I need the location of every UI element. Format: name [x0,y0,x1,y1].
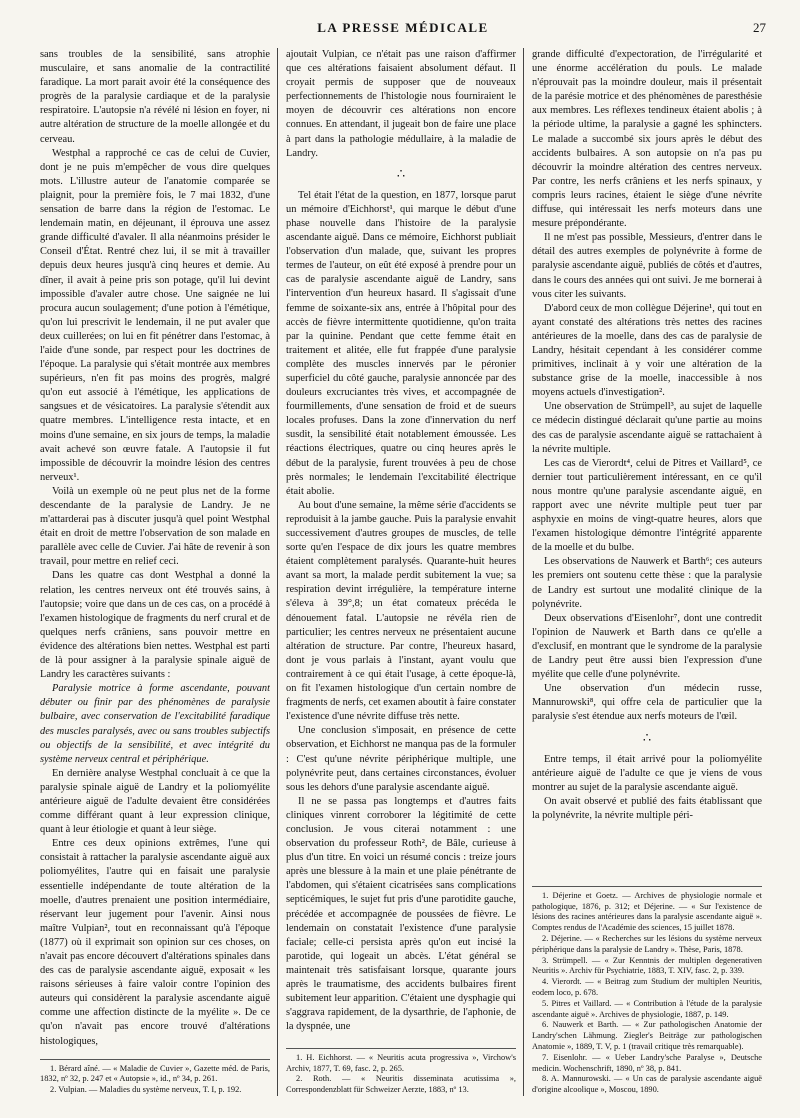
column-3 [532,48,762,1096]
column-3-footnotes [532,886,762,1096]
footnote: 1. Déjerine et Goetz. — Archives de physiologie normale et pathologique, 1876, p. 312; et Déjerine. — « Sur l'existence de lésions des racines antérieures dans la paralysie ascendante aiguë ». Comptes rendus de l'Académie des sciences, 15 juillet 1878. [532,890,762,933]
footnote: 6. Nauwerk et Barth. — « Zur pathologischen Anatomie der Landry'schen Lähmung. Ziegler's Beiträge zur pathologischen Anatomie », 1889, T. V, p. 1 (travail critique très remarquable). [532,1020,762,1052]
paragraph: Entre ces deux opinions extrêmes, l'une qui consistait à rattacher la paralysie ascendante aiguë aux poliomyélites, l'autre qui en faisait une paralysie essentielle indépendante de toute altération de la moelle, d'autres prenaient une position intermédiaire, réservant leur jugement pour l'avenir. Ainsi nous maître Vulpian², tout en reconnaissant qu'à l'époque (1877) où il exprimait son opinion sur ces choses, on n'avait pas encore découvert d'altérations spinales dans des cas de paralysie ascendante aiguë, exposait « les raisons sérieuses à faire valoir contre l'opinion des auteurs qui considèrent la paralysie ascendante aiguë comme une affection distincte de la myélite ». De ce qu'on n'avait pas encore trouvé d'altérations histologiques, [40,838,270,1047]
paragraph: Une conclusion s'imposait, en présence de cette observation, et Eichhorst ne manqua pas de la formuler : C'est qu'une névrite périphérique multiple, une polynévrite peut, dans certaines circonstances, évoluer sous les dehors d'une paralysie ascendante aiguë. [286,725,516,793]
column-divider [523,48,524,1096]
column-2 [286,48,516,1096]
column-2-body [286,48,516,1042]
paragraph: Entre temps, il était arrivé pour la poliomyélite antérieure aiguë de l'adulte ce que je viens de vous montrer au sujet de la paralysie ascendante aiguë. [532,753,762,793]
footnote: 3. Strümpell. — « Zur Kenntnis der multiplen degenerativen Neuritis ». Archiv für Psychiatrie, 1883, T. XIV, fasc. 2, p. 339. [532,955,762,976]
footnote: 1. Bérard aîné. — « Maladie de Cuvier », Gazette méd. de Paris, 1832, nº 32, p. 247 et « Autopsie », id., nº 34, p. 261. [40,1063,270,1084]
column-1-footnotes [40,1059,270,1096]
section-separator: ∴ [642,729,652,745]
definition-paragraph: Paralysie motrice à forme ascendante, pouvant débuter ou finir par des phénomènes de paralysie bulbaire, avec conservation de l'excitabilité faradique des muscles paralysés, avec ou sans troubles subjectifs ou objectifs de la sensibilité, et avec intégrité du système nerveux central et périphérique. [40,683,270,765]
paragraph: En dernière analyse Westphal concluait à ce que la paralysie spinale aiguë de Landry et la poliomyélite antérieure aiguë de l'adulte devaient être considérées comme différant quant à leur expression clinique, quant à leur étiologie et quant à leur siège. [40,767,270,836]
paragraph: Une observation d'un médecin russe, Mannurowski⁸, qui offre cela de particulier que la paralysie s'est étendue aux nerfs moteurs de l'œil. [532,683,762,723]
column-2-footnotes [286,1048,516,1096]
footnote: 7. Eisenlohr. — « Ueber Landry'sche Paralyse », Deutsche medicin. Wochenschrift, 1890, nº 38, p. 841. [532,1052,762,1073]
paragraph: Au bout d'une semaine, la même série d'accidents se reproduisit à la jambe gauche. Puis la paralysie envahit successivement d'autres groupes de muscles, de telle sorte qu'en l'espace de dix jours les quatre membres étaient complètement paralysés. Quarante-huit heures avant sa mort, la malade perdit subitement la vue; sa respiration devint irrégulière, la température interne s'éleva à 39°,8; un état comateux précéda le dénouement fatal. L'autopsie ne révéla rien de particulier; les centres nerveux ne présentaient aucune altération de structure. Par contre, l'heureux hasard, dont je vous parlais à l'instant, ayant voulu que contrairement à ce qui était l'usage, à cette époque-là, on fit l'examen histologique d'un certain nombre de fragments de nerfs, cet examen aboutit à faire constater l'existence d'une névrite diffuse très nette. [286,499,516,723]
paragraph: grande difficulté d'expectoration, de l'irrégularité et une énorme accélération du pouls. Le malade n'éprouvait pas la moindre douleur, mais il présentait de la parésie motrice et des phénomènes de paresthésie aux membres. Les réflexes tendineux étaient abolis ; à la période ultime, la paralysie a gagné les sphincters. Le malade a succombé six jours après le début des accidents bulbaires. A son autopsie on n'a pas pu découvrir la moindre altération des centres nerveux. Par contre, les nerfs crâniens et les nerfs spinaux, y compris leurs racines, étaient le siège d'une névrite diffuse, qui intéressait les nerfs moteurs dans une mesure prépondérante. [532,49,762,230]
page-header [40,14,766,42]
article-columns [40,48,768,1096]
section-separator: ∴ [396,165,406,181]
footnote: 2. Roth. — « Neuritis disseminata acutissima », Correspondenzblatt für Schweizer Aerzte, 1883, nº 13. [286,1074,516,1095]
paragraph: On avait observé et publié des faits établissant que la polynévrite, la névrite multiple péri- [532,795,762,821]
paragraph: sans troubles de la sensibilité, sans atrophie musculaire, et sans anomalie de la contractilité faradique. La mort parait avoir été la conséquence des progrès de la paralysie cardiaque et de la paralysie respiratoire. L'autopsie n'a révélé ni lésion en foyer, ni autre altération de structure de la moelle allongée et du cerveau. [40,49,270,145]
journal-title: LA PRESSE MÉDICALE [317,20,489,35]
paragraph: Deux observations d'Eisenlohr⁷, dont une contredit l'opinion de Nauwerk et Barth dans ce qu'elle a d'exclusif, en montrant que le syndrome de la paralysie de Landry peut être aussi bien l'expression d'une myélite que celle d'une polynévrite. [532,612,762,681]
paragraph: Voilà un exemple où ne peut plus net de la forme descendante de la paralysie de Landry. Je ne m'attarderai pas à discuter jusqu'à quel point Westphal était en droit de mettre l'observation de son malade en parallèle avec celle de Cuvier. J'ai hâte de revenir à son travail, pour mettre en relief ceci. [40,485,270,568]
column-3-body [532,48,762,880]
page-number: 27 [753,20,766,35]
footnote: 8. A. Mannurowski. — « Un cas de paralysie ascendante aiguë d'origine alcoolique », Moscou, 1890. [532,1074,762,1095]
footnote: 5. Pitres et Vaillard. — « Contribution à l'étude de la paralysie ascendante aiguë ». Archives de physiologie, 1887, p. 149. [532,998,762,1019]
paragraph: Une observation de Strümpell³, au sujet de laquelle ce médecin distingué déclarait qu'une partie au moins des cas de paralysie ascendante aiguë se rattachaient à la névrite multiple. [532,401,762,455]
column-1-body [40,48,270,1053]
paragraph: Tel était l'état de la question, en 1877, lorsque parut un mémoire d'Eichhorst¹, qui marque le début d'une phase nouvelle dans l'histoire de la paralysie ascendante aiguë. Dans ce mémoire, Eichhorst publiait l'observation d'un malade, que, suivant les propres termes de l'auteur, on eût été exposé à prendre pour un cas de paralysie ascendante aiguë de Landry, sans l'intervention d'un heureux hasard. Il s'agissait d'une femme de soixante-six ans, entrée à l'hôpital pour des accès de fièvre intermittente quotidienne, qu'on traita par la quinine. Pendant que cette femme était en traitement et alitée, elle fut frappée d'une paralysie complète des muscles innervés par le péronier superficiel du côté gauche, paralysie annoncée par des douleurs excruciantes très vives, et accompagnée de fourmillements, d'une sensation de froid et de sueurs locales profuses. Dans la zone d'innervation du nerf susdit, la sensibilité était notablement émoussée. Les réactions électriques, quatre ou cinq heures après le début de la paralysie, furent trouvées à peu de chose près normales; le lendemain l'excitabilité électrique était abolie. [286,189,516,497]
paragraph: Il ne se passa pas longtemps et d'autres faits cliniques vinrent corroborer la légitimité de cette conclusion. Je vous citerai notamment : une observation du professeur Roth², de Bâle, curieuse à plus d'un titre. En voici un résumé concis : treize jours après une blessure à la main et une plaie pénétrante de l'abdomen, qui s'étaient cicatrisées sans complications septicémiques, le sujet fut pris d'une parotidite gauche, précédée et accompagnée de poussées de fièvre. Le lendemain on constatait l'existence d'une paralysie faciale; celle-ci persista après qu'on eut incisé la parotide, qui logeait un abcès. L'état général se maintenait très satisfaisant lorsque, quarante jours après le traumatisme, des accidents bulbaires firent subitement leur apparition. C'étaient une dysphagie qui s'aggrava rapidement, de la dysarthrie, de l'aphonie, de la dyspnée, une [286,795,516,1033]
paragraph: D'abord ceux de mon collègue Déjerine¹, qui tout en ayant constaté des altérations très nettes des racines antérieures de la moelle, dans des cas de paralysie de Landry, hésitait cependant à les considérer comme primitives, inclinait à y voir une altération de la substance grise de la moelle, inaccessible à nos moyens actuels d'investigation². [532,302,762,399]
paragraph: Dans les quatre cas dont Westphal a donné la relation, les centres nerveux ont été trouvés sains, à l'autopsie; voire que dans un de ces cas, on a procédé à l'examen histologique de fragments du nerf crural et de quelques nerfs crâniens, sans pouvoir mettre en évidence des altérations bien nettes. Westphal est parti de là pour assigner à la paralysie spinale aiguë de Landry les caractères suivants : [40,570,270,681]
footnote: 2. Déjerine. — « Recherches sur les lésions du système nerveux périphérique dans la paralysie de Landry ». Thèse, Paris, 1878. [532,934,762,954]
footnote: 1. H. Eichhorst. — « Neuritis acuta progressiva », Virchow's Archiv, 1877, T. 69, fasc. 2, p. 265. [286,1052,516,1073]
column-1 [40,48,270,1096]
paragraph: ajoutait Vulpian, ce n'était pas une raison d'affirmer que ces altérations faisaient absolument défaut. Il croyait permis de supposer que de nouveaux perfectionnements de l'histologie nous fourniraient le moyen de découvrir ces altérations non encore connues. En attendant, il jugeait bon de faire une place à part dans la pathologie médullaire, à la maladie de Landry. [286,49,516,159]
paragraph: Il ne m'est pas possible, Messieurs, d'entrer dans le détail des autres exemples de polynévrite à forme de paralysie ascendante aiguë, publiés de côtés et d'autres, dans le cours des années qui ont suivi. Je me bornerai à vous citer les suivants. [532,232,762,300]
column-divider [277,48,278,1096]
paragraph: Les cas de Vierordt⁴, celui de Pitres et Vaillard⁵, ce dernier tout particulièrement intéressant, en ce qu'il nous montre qu'une paralysie ascendante aiguë, en rapport avec une névrite multiple peut tuer par asphyxie en moins de vingt-quatre heures, alors que l'examen histologique démontre l'intégrité apparente de la moelle et du bulbe. [532,457,762,554]
footnote: 4. Vierordt. — « Beitrag zum Studium der multiplen Neuritis, eodem loco, p. 678. [532,977,762,998]
paragraph: Westphal a rapproché ce cas de celui de Cuvier, dont je ne puis m'empêcher de vous dire quelques mots. L'illustre auteur de l'anatomie comparée se plaignit, pour la première fois, le 7 mai 1832, d'une sensation de barre dans la région de l'estomac. Le lendemain matin, en déjeunant, il éprouva une assez grande difficulté d'avaler. Il alla néanmoins présider le Conseil d'État. Rentré chez lui, il se mit à travailler depuis deux heures jusqu'à cinq heures et demie. Au dîner, il avait à peine pris son potage, qu'il lui devint impossible d'avaler autre chose. Une saignée ne lui procura aucun soulagement; d'une potion à l'émétique, qu'on lui prescrivit le lendemain, il ne put avaler que deux cuillerées; on lui en fit pénétrer dans l'estomac, à l'aide d'une sonde, par respect pour les doctrines de l'époque. La paralysie qui s'était montrée aux membres supérieurs, n'en fit pas moins des progrès, malgré qu'on eut associé à l'émétique, les applications de sangsues et de vésicatoires. La paralysie s'étendit aux quatre membres. L'intelligence resta intacte, et en moins d'une semaine, en six jours de temps, la maladie avait achevé son œuvre fatale. A l'autopsie il fut impossible de découvrir la moindre lésion des centres nerveux¹. [40,147,270,483]
footnote: 2. Vulpian. — Maladies du système nerveux, T. I, p. 192. [50,1085,242,1095]
paragraph: Les observations de Nauwerk et Barth⁶; ces auteurs les premiers ont soutenu cette thèse : que la paralysie de Landry est surtout une modalité clinique de la polynévrite. [532,556,762,610]
